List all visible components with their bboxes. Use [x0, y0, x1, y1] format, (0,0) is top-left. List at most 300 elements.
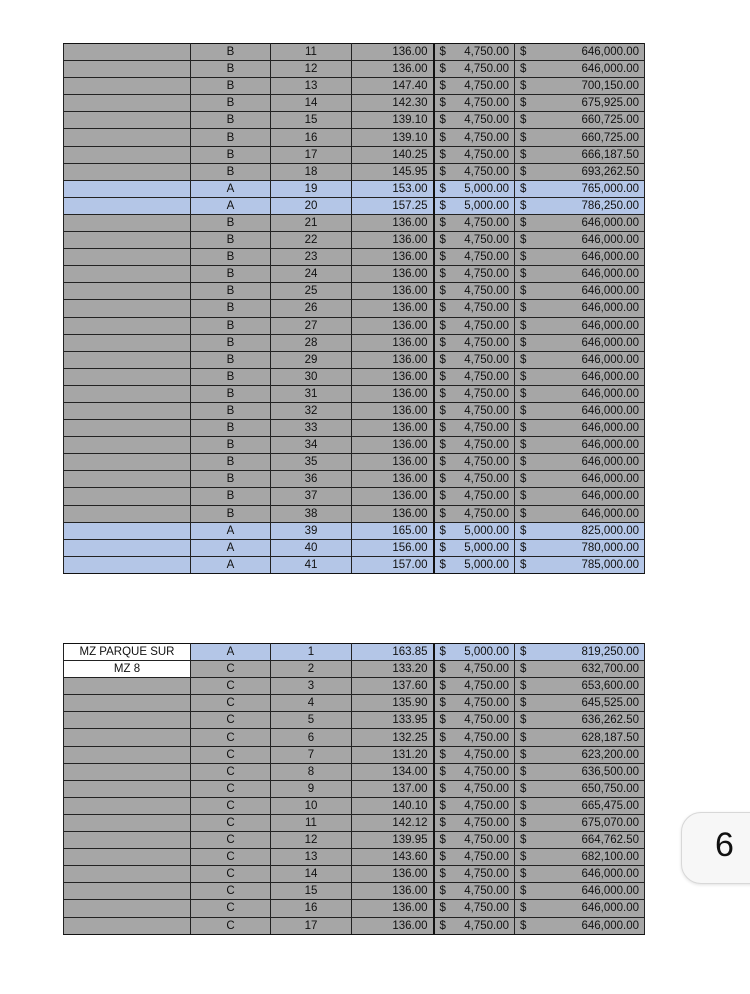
- area-cell: 136.00: [352, 900, 434, 917]
- total-price-value: 765,000.00: [581, 182, 639, 195]
- lot-number-cell: 14: [271, 866, 352, 883]
- unit-price-value: 4,750.00: [464, 868, 509, 881]
- unit-price-value: 4,750.00: [464, 353, 509, 366]
- total-price-value: 819,250.00: [581, 646, 639, 659]
- total-price-cell: [515, 283, 645, 300]
- currency-symbol: $: [439, 782, 446, 795]
- table-row: [64, 814, 645, 831]
- unit-price-value: 4,750.00: [464, 46, 509, 59]
- total-price-cell: [515, 129, 645, 146]
- lot-type-cell: A: [191, 180, 271, 197]
- unit-price-value: 4,750.00: [464, 302, 509, 315]
- currency-symbol: $: [439, 663, 446, 676]
- area-cell: 136.00: [352, 866, 434, 883]
- lot-number-cell: 32: [271, 402, 352, 419]
- lot-type-cell: C: [191, 661, 271, 678]
- table-row: [64, 163, 645, 180]
- lot-type-cell: B: [191, 471, 271, 488]
- block-label-cell: [64, 883, 191, 900]
- area-cell: 136.00: [352, 471, 434, 488]
- currency-symbol: $: [520, 370, 527, 383]
- unit-price-value: 4,750.00: [464, 473, 509, 486]
- unit-price-value: 4,750.00: [464, 131, 509, 144]
- currency-symbol: $: [439, 714, 446, 727]
- total-price-cell: [515, 197, 645, 214]
- table-row: [64, 385, 645, 402]
- unit-price-cell: [434, 437, 515, 454]
- unit-price-value: 4,750.00: [464, 370, 509, 383]
- total-price-cell: [515, 644, 645, 661]
- lot-type-cell: B: [191, 334, 271, 351]
- currency-symbol: $: [439, 799, 446, 812]
- unit-price-value: 4,750.00: [464, 80, 509, 93]
- currency-symbol: $: [520, 46, 527, 59]
- area-cell: 136.00: [352, 368, 434, 385]
- total-price-cell: [515, 661, 645, 678]
- unit-price-cell: [434, 746, 515, 763]
- currency-symbol: $: [439, 216, 446, 229]
- total-price-cell: [515, 180, 645, 197]
- lot-type-cell: C: [191, 917, 271, 934]
- lot-number-cell: 17: [271, 917, 352, 934]
- lot-type-cell: B: [191, 249, 271, 266]
- area-cell: 139.10: [352, 112, 434, 129]
- unit-price-cell: [434, 522, 515, 539]
- currency-symbol: $: [439, 816, 446, 829]
- total-price-value: 675,925.00: [581, 97, 639, 110]
- table-row: [64, 300, 645, 317]
- lot-type-cell: C: [191, 797, 271, 814]
- area-cell: 136.00: [352, 214, 434, 231]
- block-label-cell: [64, 78, 191, 95]
- unit-price-value: 4,750.00: [464, 885, 509, 898]
- block-label-cell: [64, 283, 191, 300]
- currency-symbol: $: [439, 97, 446, 110]
- block-label-cell: [64, 814, 191, 831]
- lots-table-upper: [63, 43, 645, 574]
- lot-type-cell: C: [191, 849, 271, 866]
- table-row: [64, 44, 645, 61]
- block-label-cell: [64, 112, 191, 129]
- unit-price-cell: [434, 505, 515, 522]
- total-price-value: 786,250.00: [581, 199, 639, 212]
- table-row: [64, 729, 645, 746]
- total-price-value: 623,200.00: [581, 748, 639, 761]
- lot-number-cell: 6: [271, 729, 352, 746]
- unit-price-value: 4,750.00: [464, 765, 509, 778]
- area-cell: 136.00: [352, 402, 434, 419]
- total-price-cell: [515, 866, 645, 883]
- table-row: [64, 471, 645, 488]
- block-label-cell: MZ PARQUE SUR: [64, 644, 191, 661]
- area-cell: 136.00: [352, 883, 434, 900]
- lot-type-cell: B: [191, 95, 271, 112]
- total-price-cell: [515, 232, 645, 249]
- currency-symbol: $: [520, 558, 527, 571]
- block-label-cell: [64, 334, 191, 351]
- currency-symbol: $: [520, 919, 527, 932]
- area-cell: 135.90: [352, 695, 434, 712]
- unit-price-cell: [434, 917, 515, 934]
- unit-price-cell: [434, 283, 515, 300]
- total-price-value: 646,000.00: [581, 63, 639, 76]
- currency-symbol: $: [520, 663, 527, 676]
- currency-symbol: $: [520, 541, 527, 554]
- page-number-tab[interactable]: [681, 812, 750, 884]
- block-label-cell: [64, 180, 191, 197]
- lot-type-cell: B: [191, 317, 271, 334]
- table-row: [64, 334, 645, 351]
- currency-symbol: $: [520, 748, 527, 761]
- lot-number-cell: 35: [271, 454, 352, 471]
- currency-symbol: $: [439, 319, 446, 332]
- area-cell: 139.95: [352, 832, 434, 849]
- lot-type-cell: B: [191, 402, 271, 419]
- block-label-cell: [64, 402, 191, 419]
- area-cell: 136.00: [352, 420, 434, 437]
- block-label-cell: [64, 454, 191, 471]
- currency-symbol: $: [520, 268, 527, 281]
- lot-type-cell: B: [191, 488, 271, 505]
- block-label-cell: [64, 917, 191, 934]
- block-label-cell: [64, 232, 191, 249]
- area-cell: 136.00: [352, 61, 434, 78]
- unit-price-cell: [434, 797, 515, 814]
- total-price-value: 646,000.00: [581, 902, 639, 915]
- block-label-cell: [64, 368, 191, 385]
- total-price-value: 650,750.00: [581, 782, 639, 795]
- total-price-cell: [515, 832, 645, 849]
- block-label-cell: [64, 61, 191, 78]
- unit-price-cell: [434, 163, 515, 180]
- lot-type-cell: B: [191, 351, 271, 368]
- currency-symbol: $: [439, 902, 446, 915]
- table-row: [64, 556, 645, 573]
- unit-price-cell: [434, 232, 515, 249]
- currency-symbol: $: [439, 80, 446, 93]
- currency-symbol: $: [520, 439, 527, 452]
- lot-type-cell: B: [191, 129, 271, 146]
- lot-number-cell: 25: [271, 283, 352, 300]
- currency-symbol: $: [520, 868, 527, 881]
- total-price-cell: [515, 214, 645, 231]
- total-price-value: 666,187.50: [581, 148, 639, 161]
- lot-number-cell: 16: [271, 900, 352, 917]
- block-label-cell: [64, 712, 191, 729]
- unit-price-value: 5,000.00: [464, 199, 509, 212]
- currency-symbol: $: [439, 199, 446, 212]
- table-row: [64, 317, 645, 334]
- lot-number-cell: 29: [271, 351, 352, 368]
- currency-symbol: $: [520, 490, 527, 503]
- currency-symbol: $: [439, 165, 446, 178]
- lot-number-cell: 31: [271, 385, 352, 402]
- lot-number-cell: 18: [271, 163, 352, 180]
- block-label-cell: [64, 129, 191, 146]
- unit-price-cell: [434, 385, 515, 402]
- unit-price-cell: [434, 814, 515, 831]
- area-cell: 134.00: [352, 763, 434, 780]
- table-row: [64, 129, 645, 146]
- currency-symbol: $: [520, 387, 527, 400]
- currency-symbol: $: [439, 182, 446, 195]
- unit-price-value: 4,750.00: [464, 782, 509, 795]
- total-price-value: 825,000.00: [581, 524, 639, 537]
- lot-type-cell: B: [191, 368, 271, 385]
- lot-type-cell: B: [191, 283, 271, 300]
- currency-symbol: $: [520, 714, 527, 727]
- unit-price-cell: [434, 900, 515, 917]
- unit-price-value: 4,750.00: [464, 114, 509, 127]
- area-cell: 136.00: [352, 917, 434, 934]
- unit-price-cell: [434, 249, 515, 266]
- total-price-value: 646,000.00: [581, 46, 639, 59]
- table-row: [64, 437, 645, 454]
- unit-price-value: 4,750.00: [464, 714, 509, 727]
- currency-symbol: $: [520, 885, 527, 898]
- currency-symbol: $: [439, 268, 446, 281]
- total-price-value: 693,262.50: [581, 165, 639, 178]
- area-cell: 136.00: [352, 454, 434, 471]
- total-price-value: 646,000.00: [581, 387, 639, 400]
- currency-symbol: $: [520, 114, 527, 127]
- total-price-cell: [515, 488, 645, 505]
- total-price-value: 636,500.00: [581, 765, 639, 778]
- lot-number-cell: 8: [271, 763, 352, 780]
- unit-price-cell: [434, 180, 515, 197]
- lot-number-cell: 2: [271, 661, 352, 678]
- total-price-cell: [515, 266, 645, 283]
- unit-price-value: 4,750.00: [464, 456, 509, 469]
- currency-symbol: $: [520, 473, 527, 486]
- lot-number-cell: 33: [271, 420, 352, 437]
- unit-price-cell: [434, 420, 515, 437]
- lot-type-cell: C: [191, 763, 271, 780]
- lot-type-cell: A: [191, 556, 271, 573]
- unit-price-cell: [434, 61, 515, 78]
- lot-type-cell: B: [191, 437, 271, 454]
- table-row: [64, 712, 645, 729]
- table-row: [64, 539, 645, 556]
- total-price-cell: [515, 402, 645, 419]
- lots-table-parque-sur-body: [64, 644, 645, 935]
- unit-price-cell: [434, 146, 515, 163]
- unit-price-value: 4,750.00: [464, 148, 509, 161]
- currency-symbol: $: [439, 490, 446, 503]
- area-cell: 131.20: [352, 746, 434, 763]
- table-row: [64, 266, 645, 283]
- currency-symbol: $: [439, 868, 446, 881]
- currency-symbol: $: [520, 456, 527, 469]
- lot-type-cell: C: [191, 866, 271, 883]
- total-price-cell: [515, 112, 645, 129]
- unit-price-value: 4,750.00: [464, 216, 509, 229]
- currency-symbol: $: [439, 234, 446, 247]
- total-price-cell: [515, 556, 645, 573]
- lot-number-cell: 5: [271, 712, 352, 729]
- block-label-cell: [64, 849, 191, 866]
- unit-price-cell: [434, 129, 515, 146]
- lot-number-cell: 15: [271, 883, 352, 900]
- lot-type-cell: A: [191, 539, 271, 556]
- lot-number-cell: 19: [271, 180, 352, 197]
- unit-price-value: 4,750.00: [464, 251, 509, 264]
- area-cell: 157.00: [352, 556, 434, 573]
- table-row: [64, 402, 645, 419]
- unit-price-cell: [434, 832, 515, 849]
- table-row: [64, 78, 645, 95]
- total-price-value: 646,000.00: [581, 473, 639, 486]
- currency-symbol: $: [439, 405, 446, 418]
- lot-type-cell: C: [191, 883, 271, 900]
- unit-price-value: 4,750.00: [464, 319, 509, 332]
- lot-type-cell: B: [191, 78, 271, 95]
- table-row: [64, 661, 645, 678]
- block-label-cell: [64, 522, 191, 539]
- currency-symbol: $: [520, 302, 527, 315]
- currency-symbol: $: [439, 387, 446, 400]
- currency-symbol: $: [439, 302, 446, 315]
- block-label-cell: [64, 780, 191, 797]
- currency-symbol: $: [439, 148, 446, 161]
- lot-number-cell: 1: [271, 644, 352, 661]
- unit-price-value: 4,750.00: [464, 285, 509, 298]
- currency-symbol: $: [520, 524, 527, 537]
- unit-price-cell: [434, 197, 515, 214]
- currency-symbol: $: [520, 319, 527, 332]
- lot-number-cell: 13: [271, 78, 352, 95]
- block-label-cell: [64, 317, 191, 334]
- unit-price-value: 4,750.00: [464, 799, 509, 812]
- total-price-cell: [515, 300, 645, 317]
- unit-price-cell: [434, 678, 515, 695]
- unit-price-value: 4,750.00: [464, 336, 509, 349]
- currency-symbol: $: [439, 731, 446, 744]
- lot-type-cell: B: [191, 454, 271, 471]
- unit-price-value: 4,750.00: [464, 919, 509, 932]
- total-price-value: 660,725.00: [581, 131, 639, 144]
- total-price-value: 665,475.00: [581, 799, 639, 812]
- lot-number-cell: 24: [271, 266, 352, 283]
- block-label-cell: [64, 539, 191, 556]
- table-row: [64, 695, 645, 712]
- block-label-cell: [64, 678, 191, 695]
- currency-symbol: $: [439, 851, 446, 864]
- unit-price-cell: [434, 695, 515, 712]
- total-price-cell: [515, 849, 645, 866]
- block-label-cell: [64, 746, 191, 763]
- unit-price-cell: [434, 556, 515, 573]
- total-price-cell: [515, 505, 645, 522]
- total-price-cell: [515, 522, 645, 539]
- area-cell: 142.12: [352, 814, 434, 831]
- table-row: [64, 522, 645, 539]
- lot-type-cell: B: [191, 505, 271, 522]
- table-row: [64, 797, 645, 814]
- total-price-cell: [515, 317, 645, 334]
- total-price-value: 646,000.00: [581, 302, 639, 315]
- total-price-value: 646,000.00: [581, 336, 639, 349]
- lot-number-cell: 37: [271, 488, 352, 505]
- total-price-cell: [515, 900, 645, 917]
- currency-symbol: $: [439, 439, 446, 452]
- block-label-cell: [64, 214, 191, 231]
- unit-price-value: 4,750.00: [464, 507, 509, 520]
- unit-price-cell: [434, 849, 515, 866]
- currency-symbol: $: [439, 336, 446, 349]
- lot-number-cell: 38: [271, 505, 352, 522]
- lot-number-cell: 28: [271, 334, 352, 351]
- lot-number-cell: 7: [271, 746, 352, 763]
- total-price-cell: [515, 334, 645, 351]
- block-label-cell: [64, 163, 191, 180]
- currency-symbol: $: [439, 834, 446, 847]
- table-row: [64, 746, 645, 763]
- table-row: [64, 197, 645, 214]
- area-cell: 156.00: [352, 539, 434, 556]
- currency-symbol: $: [520, 697, 527, 710]
- lot-type-cell: B: [191, 146, 271, 163]
- total-price-value: 646,000.00: [581, 490, 639, 503]
- table-row: [64, 368, 645, 385]
- unit-price-value: 4,750.00: [464, 422, 509, 435]
- unit-price-cell: [434, 866, 515, 883]
- lots-table-upper-body: [64, 44, 645, 574]
- currency-symbol: $: [520, 251, 527, 264]
- unit-price-value: 4,750.00: [464, 663, 509, 676]
- lot-number-cell: 20: [271, 197, 352, 214]
- unit-price-value: 5,000.00: [464, 558, 509, 571]
- lot-number-cell: 12: [271, 61, 352, 78]
- lot-type-cell: C: [191, 900, 271, 917]
- block-label-cell: [64, 797, 191, 814]
- currency-symbol: $: [439, 541, 446, 554]
- area-cell: 132.25: [352, 729, 434, 746]
- currency-symbol: $: [439, 46, 446, 59]
- currency-symbol: $: [520, 507, 527, 520]
- lot-type-cell: B: [191, 163, 271, 180]
- unit-price-cell: [434, 780, 515, 797]
- block-label-cell: [64, 488, 191, 505]
- area-cell: 165.00: [352, 522, 434, 539]
- total-price-cell: [515, 695, 645, 712]
- unit-price-value: 5,000.00: [464, 646, 509, 659]
- unit-price-cell: [434, 300, 515, 317]
- currency-symbol: $: [520, 765, 527, 778]
- currency-symbol: $: [520, 131, 527, 144]
- area-cell: 136.00: [352, 488, 434, 505]
- currency-symbol: $: [520, 234, 527, 247]
- area-cell: 136.00: [352, 505, 434, 522]
- total-price-value: 682,100.00: [581, 851, 639, 864]
- currency-symbol: $: [439, 680, 446, 693]
- area-cell: 143.60: [352, 849, 434, 866]
- unit-price-cell: [434, 334, 515, 351]
- table-row: [64, 644, 645, 661]
- area-cell: 136.00: [352, 232, 434, 249]
- lot-type-cell: A: [191, 644, 271, 661]
- area-cell: 140.10: [352, 797, 434, 814]
- total-price-value: 700,150.00: [581, 80, 639, 93]
- lot-number-cell: 3: [271, 678, 352, 695]
- table-row: [64, 763, 645, 780]
- currency-symbol: $: [520, 680, 527, 693]
- area-cell: 133.95: [352, 712, 434, 729]
- unit-price-value: 4,750.00: [464, 234, 509, 247]
- total-price-value: 646,000.00: [581, 353, 639, 366]
- area-cell: 157.25: [352, 197, 434, 214]
- currency-symbol: $: [520, 80, 527, 93]
